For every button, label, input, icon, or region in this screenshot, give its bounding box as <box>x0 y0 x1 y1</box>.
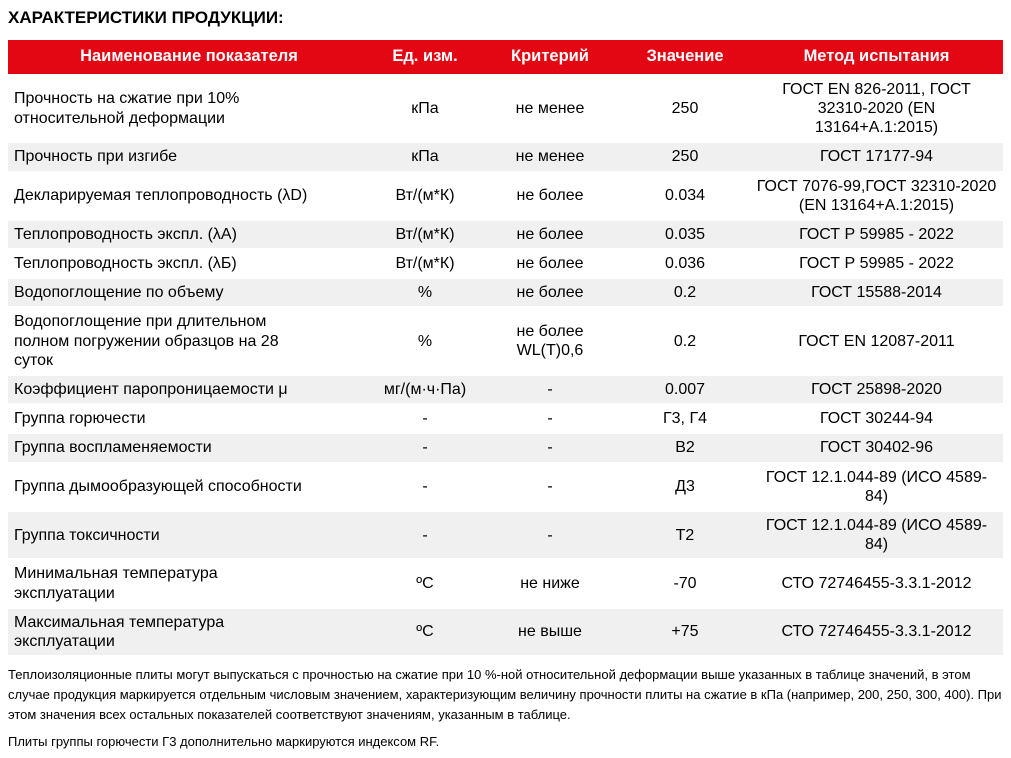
table-row <box>8 512 1003 558</box>
cell-name: Группа воспламеняемости <box>8 434 370 461</box>
cell-value: 0.007 <box>620 376 750 403</box>
cell-criterion: не ниже <box>480 560 620 606</box>
cell-unit: - <box>370 434 480 461</box>
table-row <box>8 173 1003 219</box>
cell-method: ГОСТ 7076-99,ГОСТ 32310-2020 (EN 13164+А.1:2015) <box>750 173 1003 219</box>
cell-method: ГОСТ Р 59985 - 2022 <box>750 250 1003 277</box>
cell-criterion: не более <box>480 173 620 219</box>
cell-name: Теплопроводность экспл. (λА) <box>8 221 370 248</box>
cell-name: Прочность при изгибе <box>8 143 370 170</box>
cell-value: 0.036 <box>620 250 750 277</box>
cell-value: Д3 <box>620 464 750 510</box>
cell-criterion: не более WL(T)0,6 <box>480 308 620 374</box>
cell-method: ГОСТ 25898-2020 <box>750 376 1003 403</box>
characteristics-table <box>8 38 1003 657</box>
cell-unit: - <box>370 512 480 558</box>
cell-unit: - <box>370 405 480 432</box>
cell-unit: мг/(м·ч·Па) <box>370 376 480 403</box>
cell-name: Коэффициент паропроницаемости μ <box>8 376 370 403</box>
cell-unit: Вт/(м*К) <box>370 250 480 277</box>
cell-criterion: не менее <box>480 76 620 142</box>
cell-name: Декларируемая теплопроводность (λD) <box>8 173 370 219</box>
cell-method: ГОСТ 12.1.044-89 (ИСО 4589-84) <box>750 464 1003 510</box>
cell-name: Группа горючести <box>8 405 370 432</box>
table-row <box>8 308 1003 374</box>
table-row <box>8 143 1003 170</box>
cell-name: Группа дымообразующей способности <box>8 464 370 510</box>
table-row <box>8 221 1003 248</box>
cell-method: ГОСТ 30244-94 <box>750 405 1003 432</box>
col-header-criterion: Критерий <box>480 40 620 74</box>
cell-value: В2 <box>620 434 750 461</box>
table-row <box>8 250 1003 277</box>
table-body <box>8 76 1003 655</box>
table-row <box>8 279 1003 306</box>
cell-value: +75 <box>620 609 750 655</box>
cell-criterion: не выше <box>480 609 620 655</box>
table-row <box>8 376 1003 403</box>
cell-method: СТО 72746455-3.3.1-2012 <box>750 560 1003 606</box>
col-header-name: Наименование показателя <box>8 40 370 74</box>
table-row <box>8 405 1003 432</box>
cell-unit: кПа <box>370 143 480 170</box>
cell-criterion: не более <box>480 250 620 277</box>
table-row <box>8 609 1003 655</box>
footnote: Плиты группы горючести Г3 дополнительно маркируются индексом RF. <box>8 733 440 749</box>
col-header-method: Метод испытания <box>750 40 1003 74</box>
cell-criterion: - <box>480 405 620 432</box>
cell-method: ГОСТ 15588-2014 <box>750 279 1003 306</box>
cell-unit: Вт/(м*К) <box>370 173 480 219</box>
cell-value: Г3, Г4 <box>620 405 750 432</box>
cell-name: Водопоглощение по объему <box>8 279 370 306</box>
table-row <box>8 464 1003 510</box>
table-row <box>8 560 1003 606</box>
footnotes <box>8 665 1005 752</box>
cell-criterion: не более <box>480 221 620 248</box>
header-row <box>8 40 1003 74</box>
cell-unit: Вт/(м*К) <box>370 221 480 248</box>
cell-name: Группа токсичности <box>8 512 370 558</box>
cell-criterion: - <box>480 512 620 558</box>
cell-name: Водопоглощение при длительном полном погружении образцов на 28 суток <box>8 308 370 374</box>
cell-method: ГОСТ 12.1.044-89 (ИСО 4589-84) <box>750 512 1003 558</box>
cell-unit: % <box>370 308 480 374</box>
cell-method: СТО 72746455-3.3.1-2012 <box>750 609 1003 655</box>
cell-method: ГОСТ 17177-94 <box>750 143 1003 170</box>
cell-value: 250 <box>620 143 750 170</box>
cell-unit: кПа <box>370 76 480 142</box>
cell-criterion: - <box>480 376 620 403</box>
cell-unit: ºC <box>370 560 480 606</box>
cell-name: Минимальная температура эксплуатации <box>8 560 370 606</box>
cell-value: 0.034 <box>620 173 750 219</box>
cell-unit: ºC <box>370 609 480 655</box>
cell-value: -70 <box>620 560 750 606</box>
cell-method: ГОСТ 30402-96 <box>750 434 1003 461</box>
cell-unit: % <box>370 279 480 306</box>
cell-unit: - <box>370 464 480 510</box>
col-header-unit: Ед. изм. <box>370 40 480 74</box>
cell-value: 250 <box>620 76 750 142</box>
cell-value: Т2 <box>620 512 750 558</box>
cell-value: 0.2 <box>620 308 750 374</box>
cell-method: ГОСТ EN 12087-2011 <box>750 308 1003 374</box>
cell-name: Теплопроводность экспл. (λБ) <box>8 250 370 277</box>
cell-name: Прочность на сжатие при 10% относительной деформации <box>8 76 370 142</box>
cell-criterion: не более <box>480 279 620 306</box>
cell-criterion: - <box>480 464 620 510</box>
cell-method: ГОСТ Р 59985 - 2022 <box>750 221 1003 248</box>
cell-criterion: - <box>480 434 620 461</box>
table-row <box>8 434 1003 461</box>
page-title: ХАРАКТЕРИСТИКИ ПРОДУКЦИИ: <box>8 8 284 27</box>
col-header-value: Значение <box>620 40 750 74</box>
table-row <box>8 76 1003 142</box>
cell-value: 0.2 <box>620 279 750 306</box>
cell-value: 0.035 <box>620 221 750 248</box>
footnote: Теплоизоляционные плиты могут выпускаться с прочностью на сжатие при 10 %-ной относительной деформации выше указанных в таблице значений, в этом случае продукция маркируется отдельным числовым значением, характеризующим величину прочности плиты на сжатие в кПа (например, 200, 250, 300, 400). При этом значения всех остальных показателей соответствуют значениям, указанным в таблице. <box>8 667 1002 723</box>
cell-name: Максимальная температура эксплуатации <box>8 609 370 655</box>
cell-method: ГОСТ EN 826-2011, ГОСТ 32310-2020 (EN 13164+А.1:2015) <box>750 76 1003 142</box>
cell-criterion: не менее <box>480 143 620 170</box>
